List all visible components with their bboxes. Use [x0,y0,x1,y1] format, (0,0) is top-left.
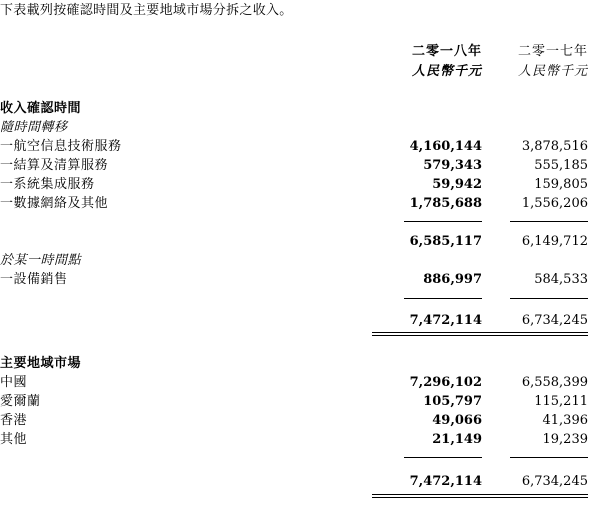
value-2017: 159,805 [534,177,588,192]
value-2018: 49,066 [432,413,482,428]
section-heading-timing: 收入確認時間 [0,101,82,116]
geo-total-rule-2017 [510,457,588,458]
row-label: 一設備銷售 [0,272,68,287]
value-2017: 19,239 [542,432,588,447]
geo-total-rule-2018 [404,457,482,458]
subsection-heading-over-time: 隨時間轉移 [0,120,68,135]
column-2018-year: 二零一八年 [411,44,482,59]
column-2017-unit: 人民幣千元 [517,64,588,79]
row-label: 其他 [0,432,28,447]
intro-text: 下表載列按確認時間及主要地域市場分拆之收入。 [0,3,293,18]
geo-total-double-rule-2018 [372,494,482,498]
value-2017: 41,396 [542,413,588,428]
value-2018: 105,797 [423,394,482,409]
value-2017: 584,533 [534,272,588,287]
value-2018: 886,997 [423,272,482,287]
geo-total-2017: 6,734,245 [521,474,588,489]
subtotal-rule-2017 [510,221,588,222]
row-label: 愛爾蘭 [0,394,41,409]
value-2018: 1,785,688 [409,196,482,211]
value-2017: 555,185 [534,158,588,173]
value-2017: 3,878,516 [521,139,588,154]
subtotal-2017: 6,149,712 [521,234,588,249]
total-double-rule-2018 [372,332,482,336]
subsection-heading-point-in-time: 於某一時間點 [0,253,82,268]
column-2018-unit: 人民幣千元 [411,64,482,79]
section-heading-geo: 主要地域市場 [0,356,82,371]
total-double-rule-2017 [478,332,588,336]
value-2017: 115,211 [534,394,588,409]
value-2018: 59,942 [432,177,482,192]
value-2018: 4,160,144 [409,139,482,154]
geo-total-double-rule-2017 [478,494,588,498]
value-2017: 6,558,399 [521,375,588,390]
total-rule-2017 [510,298,588,299]
value-2018: 7,296,102 [409,375,482,390]
row-label: 中國 [0,375,28,390]
total-2017: 6,734,245 [521,313,588,328]
total-rule-2018 [404,298,482,299]
subtotal-rule-2018 [404,221,482,222]
total-2018: 7,472,114 [409,313,482,328]
value-2018: 579,343 [423,158,482,173]
row-label: 一航空信息技術服務 [0,139,122,154]
row-label: 香港 [0,413,28,428]
row-label: 一數據網絡及其他 [0,196,109,211]
geo-total-2018: 7,472,114 [409,474,482,489]
value-2018: 21,149 [432,432,482,447]
subtotal-2018: 6,585,117 [409,234,482,249]
row-label: 一結算及清算服務 [0,158,109,173]
value-2017: 1,556,206 [521,196,588,211]
row-label: 一系統集成服務 [0,177,95,192]
column-2017-year: 二零一七年 [517,44,588,59]
